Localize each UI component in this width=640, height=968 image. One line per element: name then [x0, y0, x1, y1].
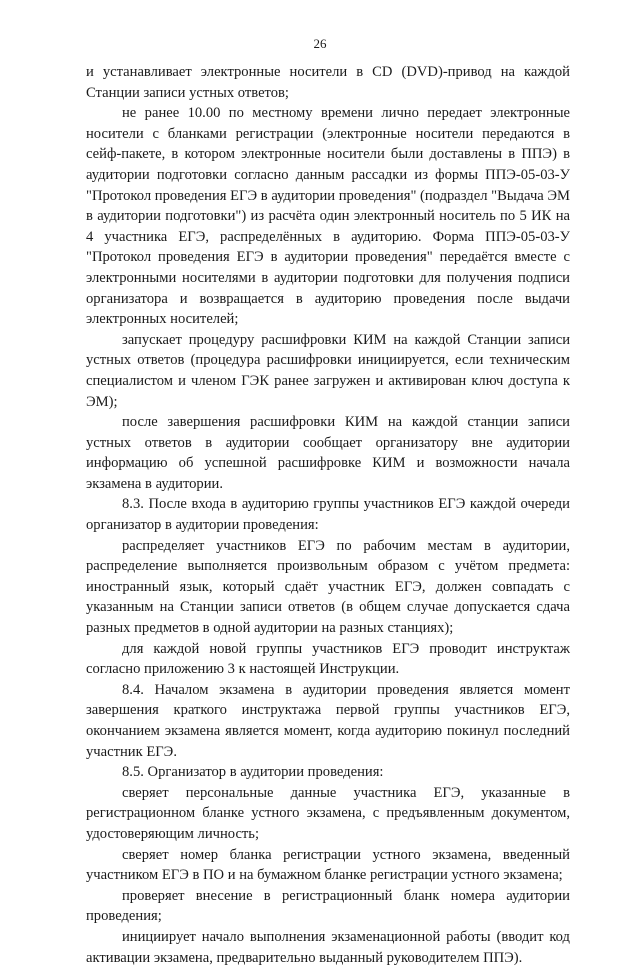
paragraph: после завершения расшифровки КИМ на каждой станции записи устных ответов в аудитории сообщает организатору вне аудитории информацию об успешной расшифровке КИМ и возможности начала экзамена в аудитории. — [86, 414, 570, 492]
page-number: 26 — [313, 36, 327, 51]
document-body — [86, 62, 570, 968]
paragraph: и устанавливает электронные носители в CD (DVD)-привод на каждой Станции записи устных ответов; — [86, 64, 570, 101]
paragraph: инициирует начало выполнения экзаменационной работы (вводит код активации экзамена, предварительно выданный руководителем ППЭ). — [86, 928, 570, 966]
paragraph: распределяет участников ЕГЭ по рабочим местам в аудитории, распределение выполняется произвольным образом с учётом предмета: иностранный язык, который сдаёт участник ЕГЭ, должен совпадать с указанным на Станции записи ответов (в общем случае допускается сдача разных предметов в одной аудитории на разных станциях); — [86, 537, 570, 637]
paragraph: не ранее 10.00 по местному времени лично передает электронные носители с бланками регистрации (электронные носители передаются в сейф-пакете, в котором электронные носители были доставлены в ППЭ) в аудитории подготовки согласно данным рассадки из формы ППЭ-05-03-У "Протокол проведения ЕГЭ в аудитории проведения" (подраздел "Выдача ЭМ в аудитории подготовки") из расчёта один электронный носитель по 5 ИК на 4 участника ЕГЭ, распределённых в аудиторию. Форма ППЭ-05-03-У "Протокол проведения ЕГЭ в аудитории проведения" передаётся вместе с электронными носителями в аудитории подготовки для получения подписи организатора и возвращается в аудиторию проведения после выдачи электронных носителей; — [86, 105, 571, 328]
paragraph: проверяет внесение в регистрационный бланк номера аудитории проведения; — [86, 887, 570, 925]
paragraph: сверяет персональные данные участника ЕГЭ, указанные в регистрационном бланке устного экзамена, с предъявленным документом, удостоверяющим личность; — [86, 784, 570, 842]
paragraph-section-8-3: 8.3. После входа в аудиторию группы участников ЕГЭ каждой очереди организатор в аудитории проведения: — [86, 496, 570, 534]
paragraph: сверяет номер бланка регистрации устного экзамена, введенный участником ЕГЭ в ПО и на бумажном бланке регистрации устного экзамена; — [86, 846, 570, 884]
paragraph: запускает процедуру расшифровки КИМ на каждой Станции записи устных ответов (процедура расшифровки инициируется, если техническим специалистом и членом ГЭК ранее загружен и активирован ключ доступа к ЭМ); — [86, 331, 570, 410]
paragraph: для каждой новой группы участников ЕГЭ проводит инструктаж согласно приложению 3 к настоящей Инструкции. — [86, 640, 570, 678]
paragraph-section-8-4: 8.4. Началом экзамена в аудитории проведения является момент завершения краткого инструктажа первой группы участников ЕГЭ, окончанием экзамена является момент, когда аудиторию покинул последний участник ЕГЭ. — [86, 681, 570, 760]
paragraph-section-8-5: 8.5. Организатор в аудитории проведения: — [122, 764, 384, 781]
